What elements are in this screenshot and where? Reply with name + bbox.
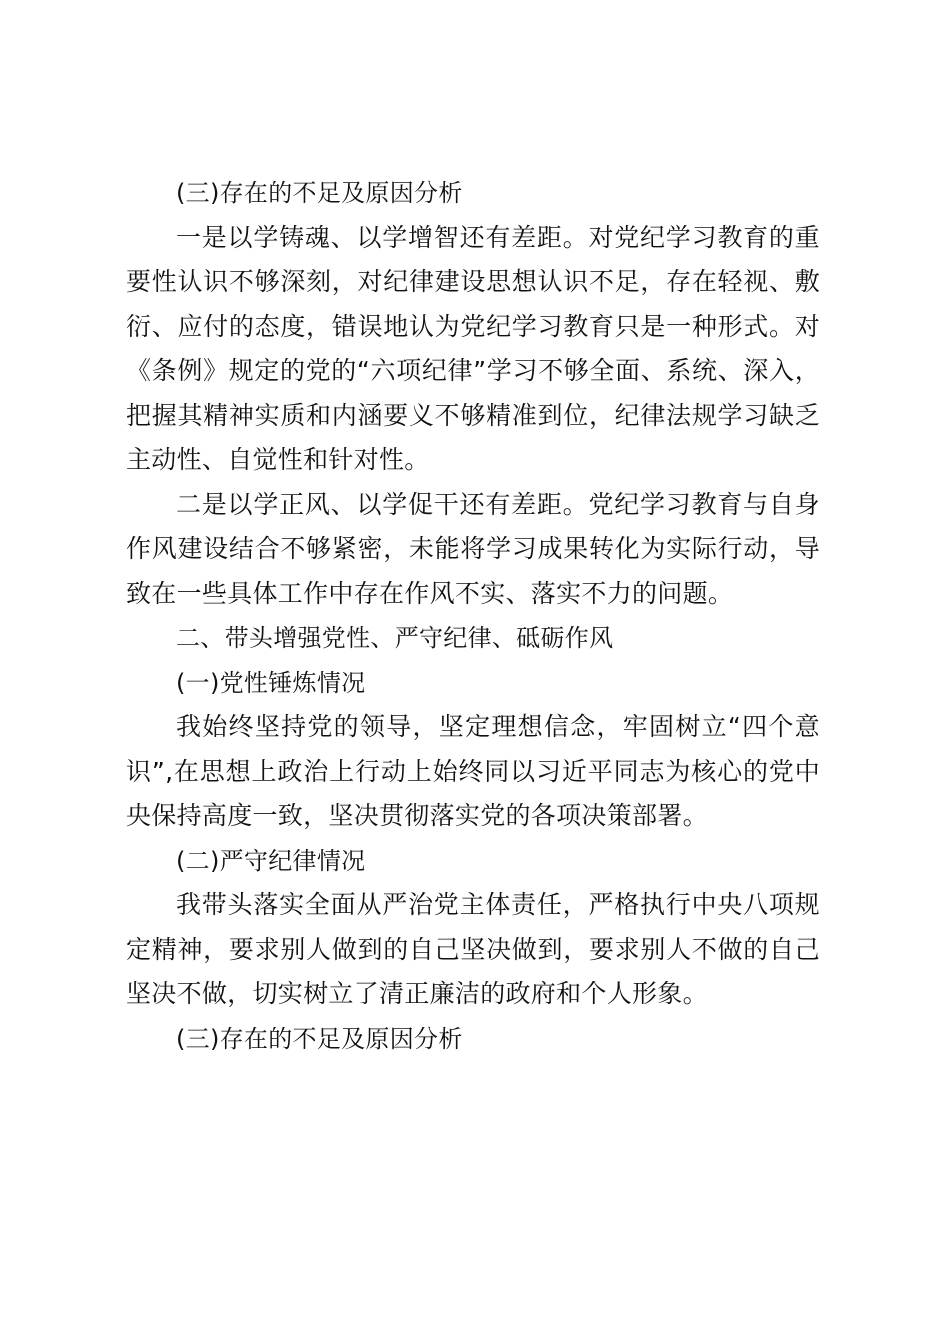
document-body <box>126 171 820 1061</box>
paragraph-study-soul: 一是以学铸魂、以学增智还有差距。对党纪学习教育的重要性认识不够深刻，对纪律建设思想认识不足，存在轻视、敷衍、应付的态度，错误地认为党纪学习教育只是一种形式。对《条例》规定的党的“六项纪律”学习不够全面、系统、深入，把握其精神实质和内涵要义不够精准到位，纪律法规学习缺乏主动性、自觉性和针对性。 <box>126 222 820 474</box>
section-heading-party-spirit: 二、带头增强党性、严守纪律、砥砺作风 <box>176 624 614 652</box>
subsection-heading-party-training: (一)党性锤炼情况 <box>176 668 366 697</box>
paragraph-party-leadership: 我始终坚持党的领导，坚定理想信念，牢固树立“四个意识”,在思想上政治上行动上始终同以习近平同志为核心的党中央保持高度一致，坚决贯彻落实党的各项决策部署。 <box>126 712 820 830</box>
subsection-heading-discipline: (二)严守纪律情况 <box>176 846 366 875</box>
paragraph-study-style: 二是以学正风、以学促干还有差距。党纪学习教育与自身作风建设结合不够紧密，未能将学习成果转化为实际行动，导致在一些具体工作中存在作风不实、落实不力的问题。 <box>126 489 820 608</box>
paragraph-discipline: 我带头落实全面从严治党主体责任，严格执行中央八项规定精神，要求别人做到的自己坚决做到，要求别人不做的自己坚决不做，切实树立了清正廉洁的政府和个人形象。 <box>126 890 820 1008</box>
subsection-heading-shortcomings-2: (三)存在的不足及原因分析 <box>176 1024 463 1053</box>
section-heading-shortcomings: (三)存在的不足及原因分析 <box>176 179 463 207</box>
